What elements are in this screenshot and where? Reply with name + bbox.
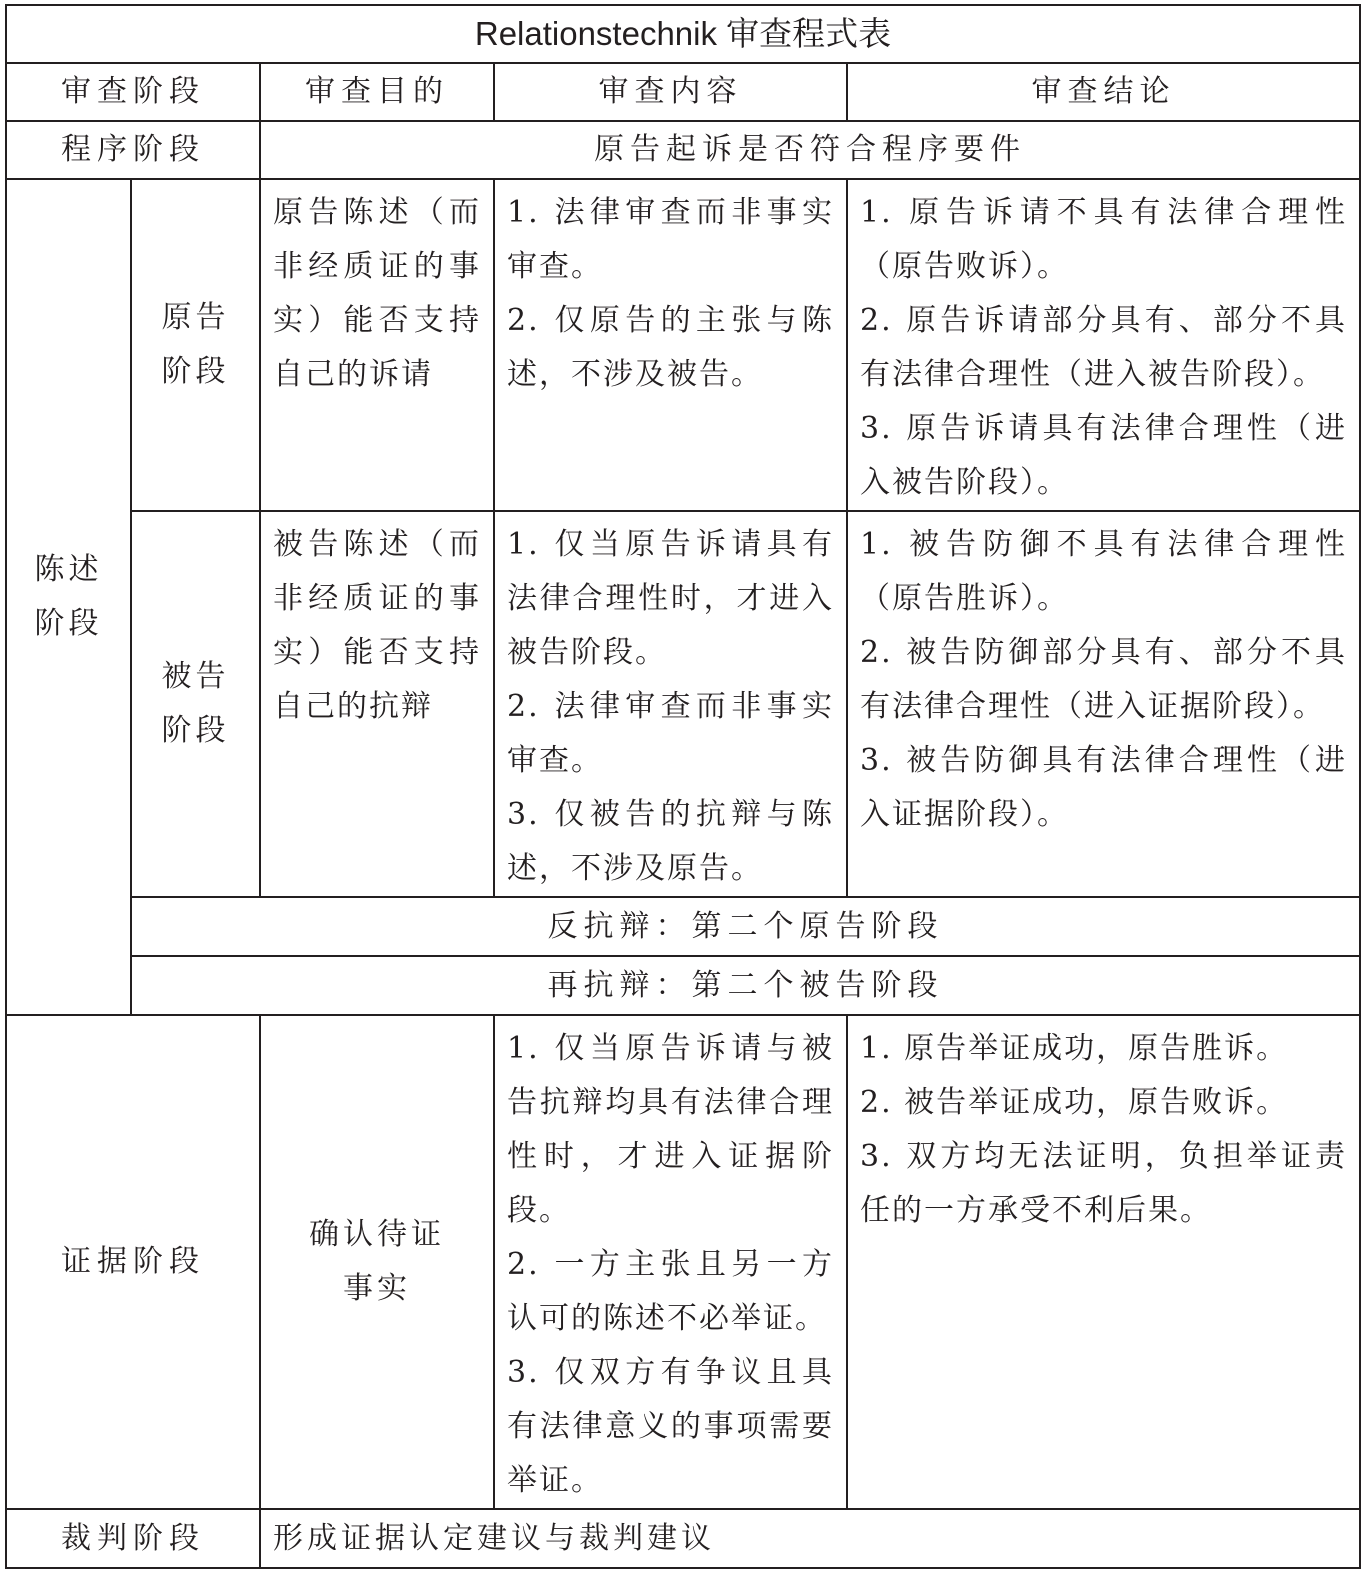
defendant-content-item: 2. 法律审查而非事实审查。	[507, 689, 834, 778]
defendant-conclusion-item: 2. 被告防御部分具有、部分不具有法律合理性（进入证据阶段）。	[860, 635, 1348, 724]
statement-stage-label-line2: 阶段	[34, 606, 103, 641]
evidence-purpose	[260, 1015, 494, 1509]
defendant-purpose: 被告陈述（而非经质证的事实）能否支持自己的抗辩	[260, 511, 494, 897]
review-procedure-table	[5, 4, 1361, 1569]
evidence-purpose-line1: 确认待证	[309, 1217, 445, 1252]
plaintiff-content-item: 2. 仅原告的主张与陈述，不涉及被告。	[507, 303, 834, 392]
plaintiff-conclusion-item: 1. 原告诉请不具有法律合理性（原告败诉）。	[860, 195, 1348, 284]
procedure-content: 原告起诉是否符合程序要件	[260, 121, 1360, 179]
header-purpose: 审查目的	[260, 63, 494, 121]
procedure-stage-label: 程序阶段	[6, 121, 260, 179]
header-stage: 审查阶段	[6, 63, 260, 121]
statement-stage-label	[6, 179, 131, 1015]
evidence-content	[494, 1015, 847, 1509]
evidence-content-item: 2. 一方主张且另一方认可的陈述不必举证。	[507, 1247, 834, 1336]
table-title: Relationstechnik 审查程式表	[6, 5, 1360, 63]
defendant-conclusion-item: 1. 被告防御不具有法律合理性（原告胜诉）。	[860, 527, 1348, 616]
defendant-stage-label-line2: 阶段	[161, 713, 230, 748]
evidence-conclusion-item: 2. 被告举证成功，原告败诉。	[860, 1085, 1289, 1120]
plaintiff-stage-label	[131, 179, 260, 511]
header-conclusion: 审查结论	[847, 63, 1360, 121]
defendant-content-item: 3. 仅被告的抗辩与陈述，不涉及原告。	[507, 797, 834, 886]
evidence-content-item: 1. 仅当原告诉请与被告抗辩均具有法律合理性时，才进入证据阶段。	[507, 1031, 834, 1228]
evidence-conclusion-item: 3. 双方均无法证明，负担举证责任的一方承受不利后果。	[860, 1139, 1348, 1228]
plaintiff-conclusion-item: 3. 原告诉请具有法律合理性（进入被告阶段）。	[860, 411, 1348, 500]
judgment-stage-label: 裁判阶段	[6, 1509, 260, 1568]
surrejoinder-row: 再抗辩：第二个被告阶段	[131, 956, 1360, 1015]
defendant-conclusion-item: 3. 被告防御具有法律合理性（进入证据阶段）。	[860, 743, 1348, 832]
plaintiff-purpose: 原告陈述（而非经质证的事实）能否支持自己的诉请	[260, 179, 494, 511]
evidence-purpose-line2: 事实	[343, 1271, 411, 1306]
plaintiff-stage-label-line2: 阶段	[161, 354, 230, 389]
defendant-content	[494, 511, 847, 897]
evidence-content-item: 3. 仅双方有争议且具有法律意义的事项需要举证。	[507, 1355, 834, 1498]
evidence-conclusion	[847, 1015, 1360, 1509]
evidence-conclusion-item: 1. 原告举证成功，原告胜诉。	[860, 1031, 1289, 1066]
defendant-stage-label-line1: 被告	[161, 659, 230, 694]
defendant-conclusion	[847, 511, 1360, 897]
rejoinder-row: 反抗辩：第二个原告阶段	[131, 897, 1360, 956]
judgment-content: 形成证据认定建议与裁判建议	[260, 1509, 1360, 1568]
statement-stage-label-line1: 陈述	[34, 552, 103, 587]
plaintiff-content-item: 1. 法律审查而非事实审查。	[507, 195, 834, 284]
review-table-page	[5, 4, 1359, 1564]
plaintiff-stage-label-line1: 原告	[161, 300, 230, 335]
defendant-content-item: 1. 仅当原告诉请具有法律合理性时，才进入被告阶段。	[507, 527, 834, 670]
plaintiff-conclusion	[847, 179, 1360, 511]
defendant-stage-label	[131, 511, 260, 897]
plaintiff-conclusion-item: 2. 原告诉请部分具有、部分不具有法律合理性（进入被告阶段）。	[860, 303, 1348, 392]
evidence-stage-label: 证据阶段	[6, 1015, 260, 1509]
header-content: 审查内容	[494, 63, 847, 121]
plaintiff-content	[494, 179, 847, 511]
